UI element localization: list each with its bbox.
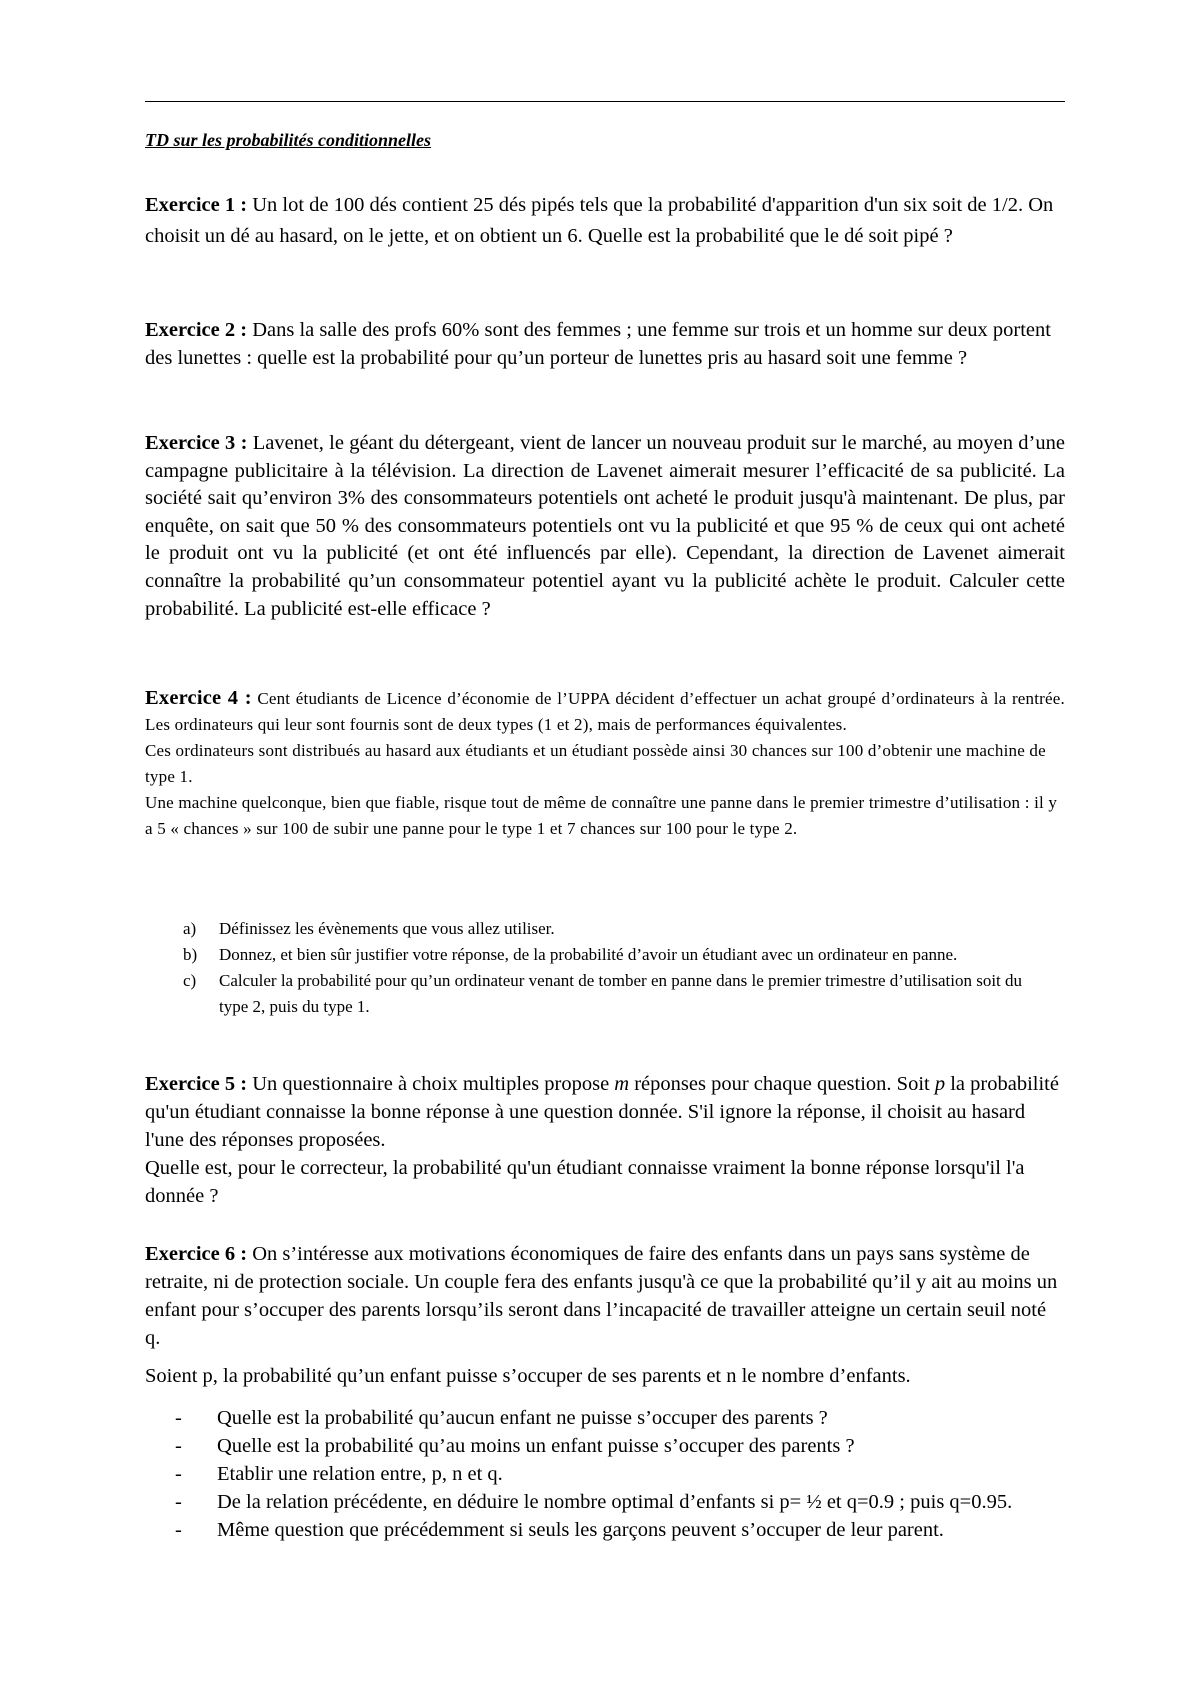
exercise-5-text-3: la probabilité qu'un étudiant connaisse la bonne réponse à une question donnée. S'il ignore la réponse, il choisit au hasard l'une des réponses proposées. bbox=[145, 1073, 1059, 1151]
list-item-text: Même question que précédemment si seuls les garçons peuvent s’occuper de leur parent. bbox=[217, 1519, 944, 1541]
exercise-3-body bbox=[145, 430, 1065, 623]
exercise-4 bbox=[145, 685, 1065, 842]
list-item bbox=[175, 1488, 1075, 1516]
list-marker: - bbox=[175, 1519, 182, 1541]
header-rule bbox=[145, 101, 1065, 102]
exercise-4-questions bbox=[183, 916, 1053, 1020]
list-item bbox=[175, 1460, 1075, 1488]
list-item-text: Donnez, et bien sûr justifier votre réponse, de la probabilité d’avoir un étudiant avec un ordinateur en panne. bbox=[219, 945, 958, 964]
exercise-3-text: Lavenet, le géant du détergeant, vient de lancer un nouveau produit sur le marché, au moyen d’une campagne publicitaire à la télévision. La direction de Lavenet aimerait mesurer l’efficacité de sa publicité. La société sait qu’environ 3% des consommateurs potentiels ont acheté le produit jusqu'à maintenant. De plus, par enquête, on sait que 50 % des consommateurs potentiels ont vu la publicité et que 95 % de ceux qui ont acheté le produit ont vu la publicité (et ont été influencés par elle). Cependant, la direction de Lavenet aimerait connaître la probabilité qu’un consommateur potentiel ayant vu la publicité achète le produit. Calculer cette probabilité. La publicité est-elle efficace ? bbox=[145, 432, 1065, 620]
exercise-1-label: Exercice 1 : bbox=[145, 194, 248, 216]
list-item-text: Etablir une relation entre, p, n et q. bbox=[217, 1463, 503, 1485]
exercise-5-body bbox=[145, 1070, 1065, 1154]
list-item-text: Définissez les évènements que vous allez utiliser. bbox=[219, 919, 555, 938]
exercise-5-label: Exercice 5 : bbox=[145, 1073, 248, 1095]
list-marker: - bbox=[175, 1491, 182, 1513]
exercise-4-text: Cent étudiants de Licence d’économie de l’UPPA décident d’effectuer un achat groupé d’ordinateurs à la rentrée. Les ordinateurs qui leur sont fournis sont de deux types (1 et 2), mais de performances équivalentes. bbox=[145, 689, 1065, 734]
list-item-text: Calculer la probabilité pour qu’un ordinateur venant de tomber en panne dans le premier trimestre d’utilisation soit du type 2, puis du type 1. bbox=[219, 971, 1023, 1016]
list-marker: - bbox=[175, 1435, 182, 1457]
list-marker: - bbox=[175, 1463, 182, 1485]
variable-m: m bbox=[614, 1073, 630, 1095]
exercise-6-questions bbox=[175, 1404, 1075, 1544]
exercise-1 bbox=[145, 190, 1065, 252]
exercise-2-text: Dans la salle des profs 60% sont des femmes ; une femme sur trois et un homme sur deux portent des lunettes : quelle est la probabilité pour qu’un porteur de lunettes pris au hasard soit une femme ? bbox=[145, 319, 1051, 369]
list-item bbox=[183, 942, 1053, 968]
exercise-5-paragraph-2: Quelle est, pour le correcteur, la probabilité qu'un étudiant connaisse vraiment la bonne réponse lorsqu'il l'a donnée ? bbox=[145, 1157, 1025, 1207]
exercise-5-text-2: réponses pour chaque question. Soit bbox=[629, 1073, 935, 1095]
exercise-4-label: Exercice 4 : bbox=[145, 687, 252, 709]
exercise-2 bbox=[145, 316, 1065, 372]
exercise-3 bbox=[145, 430, 1065, 623]
list-item-text: Quelle est la probabilité qu’au moins un enfant puisse s’occuper des parents ? bbox=[217, 1435, 855, 1457]
exercise-6-text: On s’intéresse aux motivations économiques de faire des enfants dans un pays sans système de retraite, ni de protection sociale. Un couple fera des enfants jusqu'à ce que la probabilité qu’il y ait au moins un enfant pour s’occuper des parents lorsqu’ils seront dans l’incapacité de travailler atteigne un certain seuil noté q. bbox=[145, 1243, 1058, 1349]
exercise-4-paragraph-2: Ces ordinateurs sont distribués au hasard aux étudiants et un étudiant possède ainsi 30 chances sur 100 d’obtenir une machine de type 1. bbox=[145, 741, 1046, 786]
exercise-6-label: Exercice 6 : bbox=[145, 1243, 248, 1265]
list-marker: b) bbox=[183, 945, 198, 964]
exercise-2-body bbox=[145, 316, 1065, 372]
exercise-6-paragraph-2: Soient p, la probabilité qu’un enfant puisse s’occuper de ses parents et n le nombre d’enfants. bbox=[145, 1365, 911, 1387]
list-marker: a) bbox=[183, 919, 197, 938]
exercise-4-body bbox=[145, 685, 1065, 738]
exercise-5-text-1: Un questionnaire à choix multiples propose bbox=[247, 1073, 615, 1095]
list-item bbox=[175, 1404, 1075, 1432]
document-title: TD sur les probabilités conditionnelles bbox=[145, 130, 432, 150]
exercise-1-body bbox=[145, 190, 1065, 252]
list-item bbox=[183, 916, 1053, 942]
list-item bbox=[183, 968, 1053, 1020]
exercise-6-body bbox=[145, 1240, 1065, 1352]
variable-p: p bbox=[934, 1073, 946, 1095]
exercise-2-label: Exercice 2 : bbox=[145, 319, 248, 341]
exercise-1-text: Un lot de 100 dés contient 25 dés pipés tels que la probabilité d'apparition d'un six soit de 1/2. On choisit un dé au hasard, on le jette, et on obtient un 6. Quelle est la probabilité que le dé soit pipé ? bbox=[145, 194, 1054, 247]
list-item-text: Quelle est la probabilité qu’aucun enfant ne puisse s’occuper des parents ? bbox=[217, 1407, 828, 1429]
list-item bbox=[175, 1432, 1075, 1460]
list-item bbox=[175, 1516, 1075, 1544]
exercise-5 bbox=[145, 1070, 1065, 1210]
exercise-6 bbox=[145, 1240, 1065, 1390]
list-marker: - bbox=[175, 1407, 182, 1429]
exercise-3-label: Exercice 3 : bbox=[145, 432, 248, 454]
list-marker: c) bbox=[183, 971, 197, 990]
list-item-text: De la relation précédente, en déduire le nombre optimal d’enfants si p= ½ et q=0.9 ; puis q=0.95. bbox=[217, 1491, 1013, 1513]
exercise-4-paragraph-3: Une machine quelconque, bien que fiable, risque tout de même de connaître une panne dans le premier trimestre d’utilisation : il y a 5 « chances » sur 100 de subir une panne pour le type 1 et 7 chances sur 100 pour le type 2. bbox=[145, 793, 1058, 838]
